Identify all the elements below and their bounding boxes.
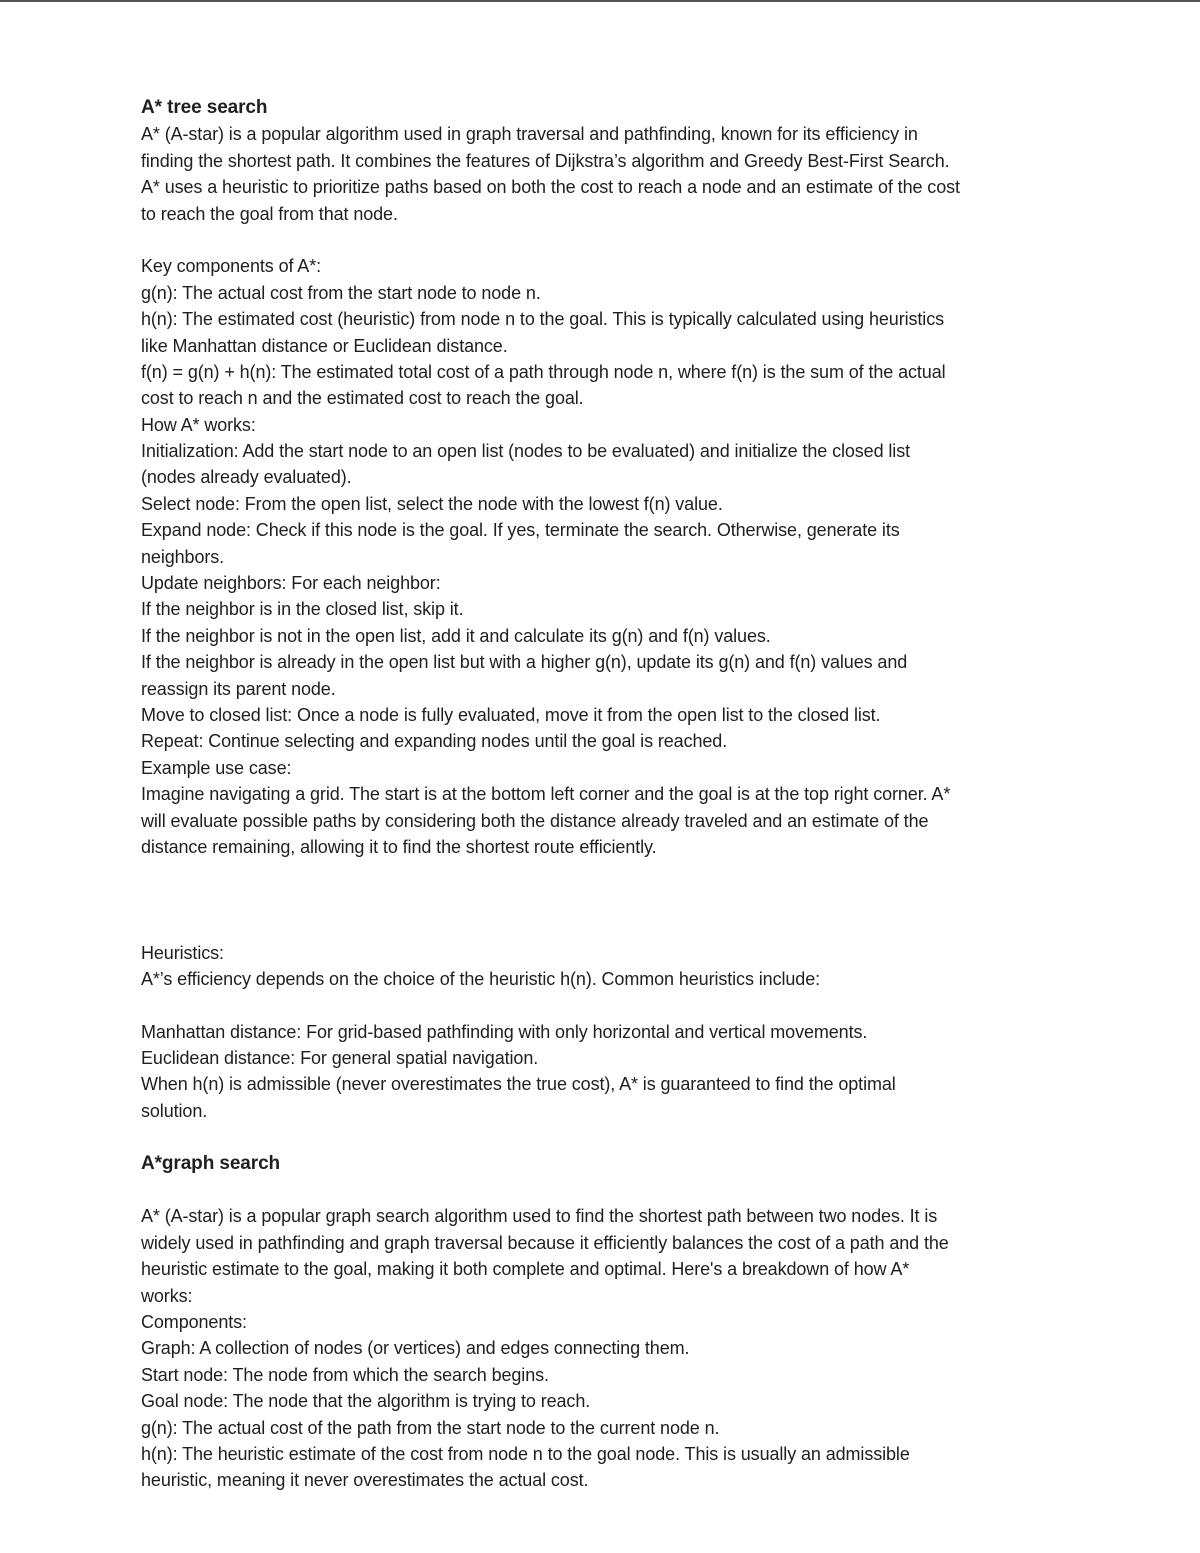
paragraph-line: works: — [141, 1285, 193, 1306]
paragraph-line: h(n): The heuristic estimate of the cost from node n to the goal node. This is usually an admissible — [141, 1443, 910, 1464]
paragraph-line: finding the shortest path. It combines the features of Dijkstra’s algorithm and Greedy Best-First Search. — [141, 150, 950, 171]
paragraph-line: Components: — [141, 1311, 247, 1332]
paragraph-line — [141, 860, 1071, 886]
blank-line — [141, 227, 1071, 253]
paragraph-line: g(n): The actual cost from the start node to node n. — [141, 282, 541, 303]
paragraph-line: Imagine navigating a grid. The start is at the bottom left corner and the goal is at the top right corner. A* — [141, 784, 951, 805]
blank-line — [141, 992, 1071, 1018]
paragraph-line: Initialization: Add the start node to an open list (nodes to be evaluated) and initialize the closed list — [141, 441, 910, 462]
paragraph-line: widely used in pathfinding and graph traversal because it efficiently balances the cost of a path and the — [141, 1232, 949, 1253]
paragraph-line: cost to reach n and the estimated cost to reach the goal. — [141, 388, 584, 409]
paragraph-line: Goal node: The node that the algorithm is trying to reach. — [141, 1391, 591, 1412]
paragraph-line: A*’s efficiency depends on the choice of the heuristic h(n). Common heuristics include: — [141, 968, 821, 989]
paragraph-line: Manhattan distance: For grid-based pathfinding with only horizontal and vertical movements. — [141, 1021, 868, 1042]
paragraph-line — [141, 887, 1071, 913]
paragraph-line: Repeat: Continue selecting and expanding nodes until the goal is reached. — [141, 731, 728, 752]
paragraph-line: A* (A-star) is a popular graph search algorithm used to find the shortest path between two nodes. It is — [141, 1206, 938, 1227]
paragraph-line: Select node: From the open list, select the node with the lowest f(n) value. — [141, 493, 723, 514]
paragraph-line: neighbors. — [141, 546, 225, 567]
blank-line — [141, 1124, 1071, 1150]
paragraph-line: Update neighbors: For each neighbor: — [141, 573, 441, 594]
graph-search-intro — [141, 1203, 1071, 1493]
paragraph-line: If the neighbor is already in the open list but with a higher g(n), update its g(n) and f(n) values and — [141, 652, 908, 673]
tree-search-intro — [141, 121, 1071, 227]
paragraph-line: If the neighbor is in the closed list, skip it. — [141, 599, 464, 620]
paragraph-line: heuristic estimate to the goal, making it both complete and optimal. Here's a breakdown of how A* — [141, 1259, 910, 1280]
blank-line — [141, 1177, 1071, 1203]
paragraph-line: Key components of A*: — [141, 256, 322, 277]
paragraph-line: like Manhattan distance or Euclidean distance. — [141, 335, 508, 356]
paragraph-line: f(n) = g(n) + h(n): The estimated total cost of a path through node n, where f(n) is the sum of the actual — [141, 361, 946, 382]
paragraph-line: Move to closed list: Once a node is fully evaluated, move it from the open list to the closed list. — [141, 704, 881, 725]
paragraph-line: Expand node: Check if this node is the goal. If yes, terminate the search. Otherwise, generate its — [141, 520, 900, 541]
tree-search-body — [141, 253, 1071, 913]
paragraph-line: distance remaining, allowing it to find the shortest route efficiently. — [141, 836, 657, 857]
blank-line — [141, 913, 1071, 939]
paragraph-line: Heuristics: — [141, 942, 224, 963]
paragraph-line: heuristic, meaning it never overestimates the actual cost. — [141, 1470, 589, 1491]
paragraph-line: If the neighbor is not in the open list, add it and calculate its g(n) and f(n) values. — [141, 625, 771, 646]
heuristics-intro — [141, 940, 1071, 993]
paragraph-line: A* uses a heuristic to prioritize paths based on both the cost to reach a node and an estimate of the cost — [141, 177, 960, 198]
paragraph-line: Euclidean distance: For general spatial navigation. — [141, 1048, 539, 1069]
paragraph-line: h(n): The estimated cost (heuristic) from node n to the goal. This is typically calculated using heuristics — [141, 309, 945, 330]
paragraph-line: Start node: The node from which the search begins. — [141, 1364, 549, 1385]
paragraph-line: solution. — [141, 1100, 208, 1121]
page-top-border — [0, 0, 1200, 2]
paragraph-line: to reach the goal from that node. — [141, 203, 398, 224]
paragraph-line: Example use case: — [141, 757, 292, 778]
section-heading-graph-search: A*graph search — [141, 1152, 281, 1174]
paragraph-line: How A* works: — [141, 414, 256, 435]
paragraph-line: Graph: A collection of nodes (or vertices) and edges connecting them. — [141, 1338, 690, 1359]
paragraph-line: (nodes already evaluated). — [141, 467, 352, 488]
paragraph-line: When h(n) is admissible (never overestimates the true cost), A* is guaranteed to find the optimal — [141, 1074, 896, 1095]
paragraph-line: g(n): The actual cost of the path from the start node to the current node n. — [141, 1417, 720, 1438]
paragraph-line: reassign its parent node. — [141, 678, 336, 699]
section-heading-tree-search: A* tree search — [141, 97, 268, 118]
heuristics-list — [141, 1019, 1071, 1125]
paragraph-line: will evaluate possible paths by considering both the distance already traveled and an estimate of the — [141, 810, 929, 831]
document-page — [141, 95, 1071, 1494]
paragraph-line: A* (A-star) is a popular algorithm used in graph traversal and pathfinding, known for its efficiency in — [141, 124, 918, 145]
